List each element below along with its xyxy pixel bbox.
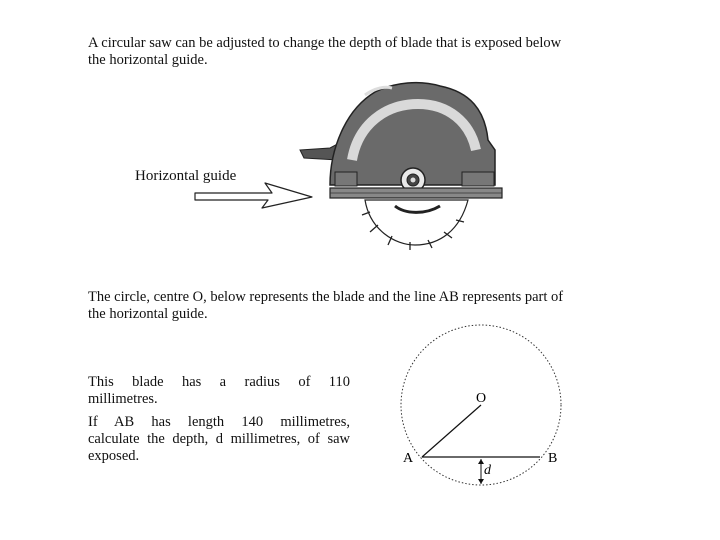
question-line-2: calculate the depth, d millimetres, of saw [88, 431, 350, 447]
circle-intro-line-1: The circle, centre O, below represents the blade and the line AB represents part of [88, 289, 564, 305]
radius-oa [422, 405, 481, 457]
label-a: A [403, 451, 414, 466]
intro-line-1: A circular saw can be adjusted to change the depth of blade that is exposed below [88, 35, 562, 51]
label-o: O [476, 391, 487, 406]
label-b: B [548, 451, 558, 466]
question-line-1: If AB has length 140 millimetres, [88, 414, 350, 430]
question-line-3: exposed. [88, 448, 140, 464]
radius-line-2: millimetres. [88, 391, 158, 407]
intro-line-2: the horizontal guide. [88, 52, 208, 68]
radius-line-1: This blade has a radius of 110 [88, 374, 350, 390]
depth-arrow-down-icon [478, 479, 484, 484]
label-d: d [484, 463, 491, 478]
circle-intro-line-2: the horizontal guide. [88, 306, 208, 322]
horizontal-guide-label: Horizontal guide [135, 168, 237, 184]
